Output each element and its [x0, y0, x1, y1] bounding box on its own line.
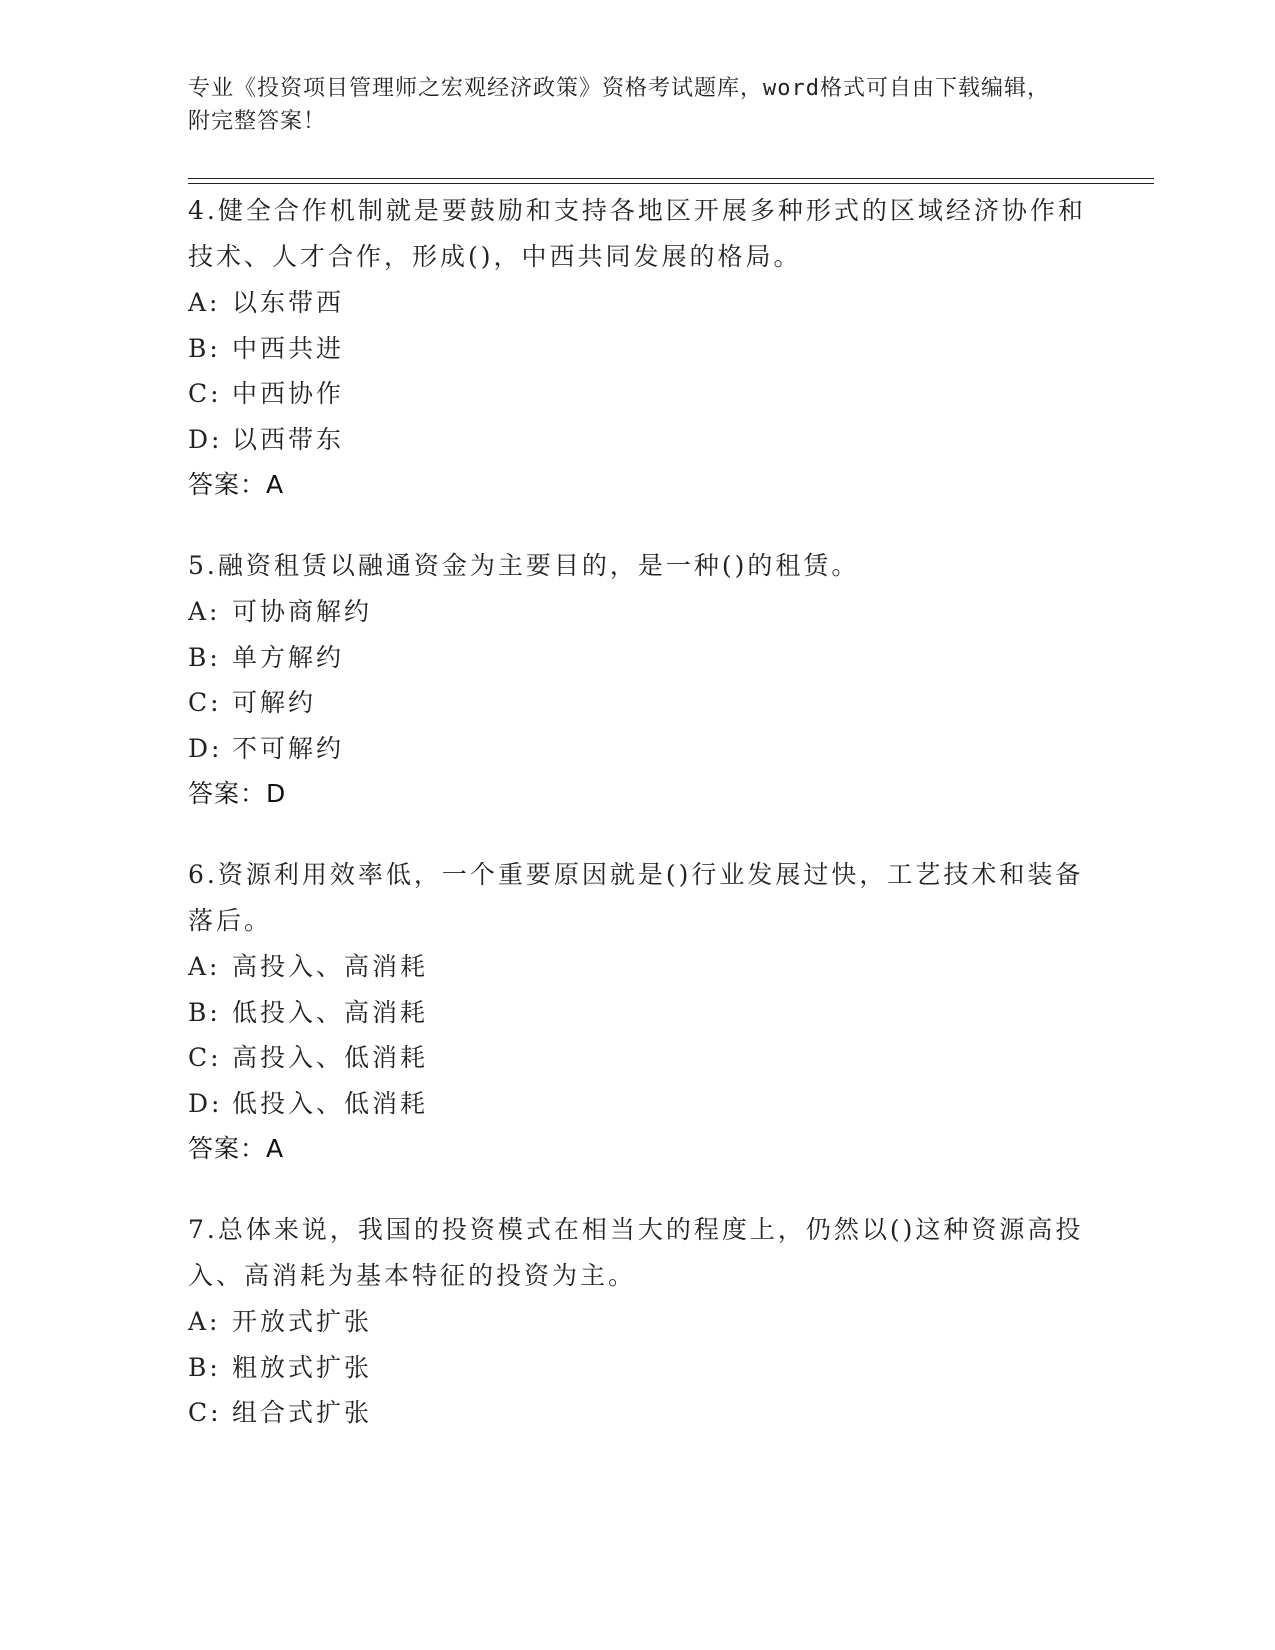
question-number: 7.: [188, 1215, 218, 1244]
option-a: [188, 589, 1088, 635]
option-key: B:: [188, 1352, 221, 1382]
option-d: [188, 417, 1088, 463]
question-5: [188, 543, 1088, 817]
option-c: [188, 371, 1088, 417]
option-text: 中西协作: [232, 379, 345, 408]
question-7: [188, 1207, 1088, 1436]
option-key: A:: [188, 952, 221, 981]
option-b: [188, 990, 1088, 1036]
option-d: [188, 1081, 1088, 1127]
option-text: 单方解约: [232, 642, 345, 672]
option-key: C:: [188, 1398, 222, 1427]
option-key: A:: [188, 1307, 221, 1336]
question-stem: [188, 1207, 1088, 1299]
option-c: [188, 1035, 1088, 1081]
option-text: 可协商解约: [232, 597, 373, 626]
option-c: [188, 680, 1088, 726]
question-stem: [188, 852, 1088, 944]
question-number: 6.: [188, 860, 218, 889]
question-text: 融资租赁以融通资金为主要目的，是一种()的租赁。: [217, 551, 860, 580]
option-text: 低投入、低消耗: [232, 1088, 429, 1118]
option-key: B:: [188, 997, 221, 1027]
question-list: [188, 188, 1088, 1471]
answer-line: 答案：A: [188, 470, 285, 499]
option-key: D:: [188, 733, 223, 763]
option-b: [188, 326, 1088, 372]
option-text: 可解约: [232, 688, 317, 717]
option-a: [188, 944, 1088, 990]
question-number: 4.: [188, 196, 218, 225]
option-key: D:: [188, 1088, 223, 1118]
option-text: 组合式扩张: [232, 1398, 373, 1427]
option-key: A:: [188, 597, 221, 626]
option-a: [188, 280, 1088, 326]
option-text: 高投入、高消耗: [232, 952, 429, 981]
option-c: [188, 1390, 1088, 1436]
option-text: 高投入、低消耗: [232, 1043, 429, 1072]
option-key: A:: [188, 288, 221, 317]
answer-line: 答案：A: [188, 1134, 285, 1163]
option-key: C:: [188, 379, 222, 408]
question-text: 资源利用效率低，一个重要原因就是()行业发展过快，工艺技术和装备落后。: [188, 860, 1084, 935]
option-text: 粗放式扩张: [232, 1352, 373, 1382]
option-key: B:: [188, 642, 221, 672]
option-d: [188, 726, 1088, 772]
option-b: [188, 1345, 1088, 1391]
answer-line: 答案：D: [188, 779, 287, 808]
option-key: D:: [188, 424, 223, 454]
option-a: [188, 1299, 1088, 1345]
question-6: [188, 852, 1088, 1172]
question-number: 5.: [188, 551, 218, 580]
option-text: 开放式扩张: [232, 1307, 373, 1336]
document-intro: 专业《投资项目管理师之宏观经济政策》资格考试题库，word格式可自由下载编辑，附完整答案！: [188, 76, 1050, 134]
header-divider-bottom: [188, 183, 1154, 184]
option-key: C:: [188, 688, 222, 717]
header-divider-top: [188, 178, 1154, 179]
option-text: 不可解约: [232, 733, 345, 763]
option-key: C:: [188, 1043, 222, 1072]
question-4: [188, 188, 1088, 508]
question-text: 总体来说，我国的投资模式在相当大的程度上，仍然以()这种资源高投入、高消耗为基本特征的投资为主。: [188, 1215, 1084, 1290]
question-stem: [188, 543, 1088, 589]
option-text: 以东带西: [232, 288, 345, 317]
question-text: 健全合作机制就是要鼓励和支持各地区开展多种形式的区域经济协作和技术、人才合作，形成()，中西共同发展的格局。: [188, 196, 1086, 271]
option-text: 中西共进: [232, 333, 345, 363]
option-key: B:: [188, 333, 221, 363]
option-b: [188, 635, 1088, 681]
question-stem: [188, 188, 1088, 280]
option-text: 以西带东: [232, 424, 345, 454]
option-text: 低投入、高消耗: [232, 997, 429, 1027]
